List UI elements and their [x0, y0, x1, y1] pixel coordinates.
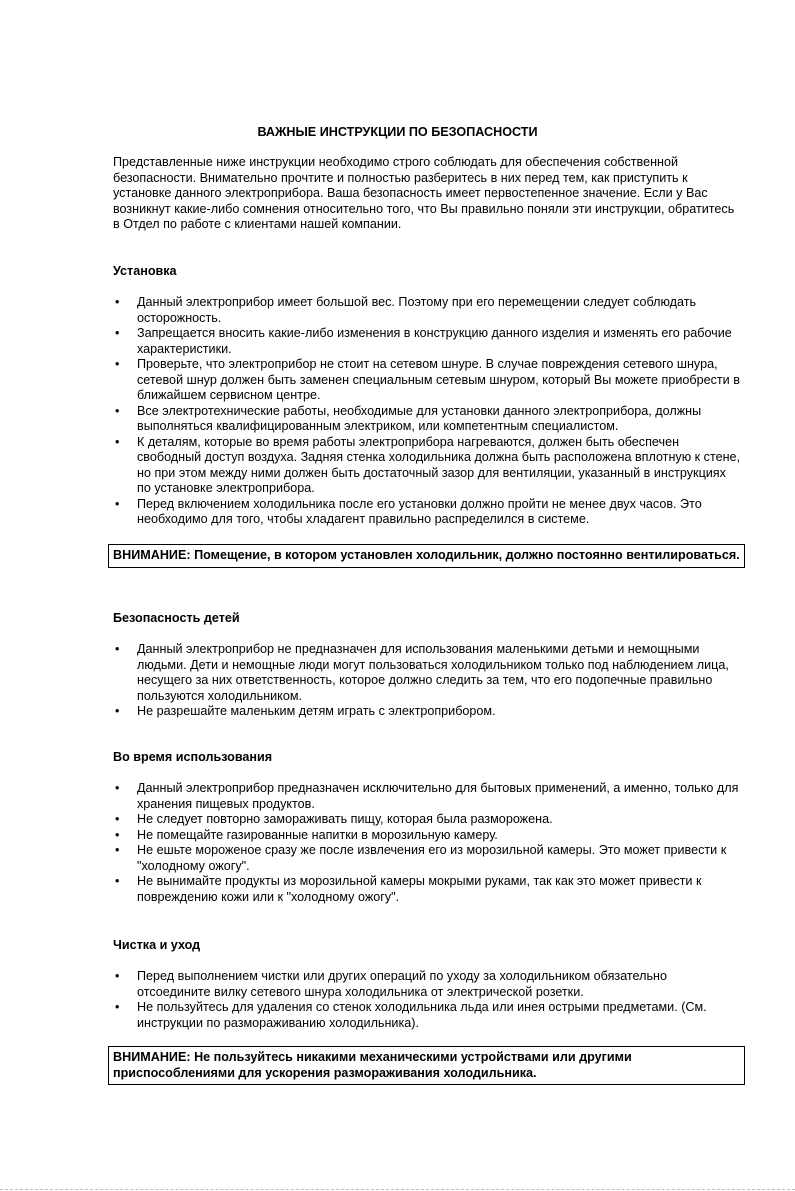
list-item: • Проверьте, что электроприбор не стоит на сетевом шнуре. В случае повреждения сетевого шнура, сетевой шнур должен быть заменен специальным сетевым шнуром, который Вы можете приобрести в ближайшем сервисном центре. — [113, 357, 743, 404]
list-item: • К деталям, которые во время работы электроприбора нагреваются, должен быть обеспечен свободный доступ воздуха. Задняя стенка холодильника должна быть расположена вплотную к стене, но при этом между ними должен быть достаточный зазор для вентиляции, указанный в инструкциях по установке электроприбора. — [113, 435, 743, 497]
warning-box-ventilation: ВНИМАНИЕ: Помещение, в котором установлен холодильник, должно постоянно вентилироваться. — [108, 544, 745, 568]
section-heading-during-use: Во время использования — [113, 750, 273, 764]
cleaning-list — [113, 969, 743, 1031]
list-item: • Не вынимайте продукты из морозильной камеры мокрыми руками, так как это может привести к повреждению кожи или к "холодному ожогу". — [113, 874, 743, 905]
list-item: • Перед включением холодильника после его установки должно пройти не менее двух часов. Это необходимо для того, чтобы хладагент правильно распределился в системе. — [113, 497, 743, 528]
page-title: ВАЖНЫЕ ИНСТРУКЦИИ ПО БЕЗОПАСНОСТИ — [257, 125, 538, 139]
list-item: • Не следует повторно замораживать пищу, которая была разморожена. — [113, 812, 743, 828]
list-item: • Не ешьте мороженое сразу же после извлечения его из морозильной камеры. Это может привести к "холодному ожогу". — [113, 843, 743, 874]
list-item: • Не разрешайте маленьким детям играть с электроприбором. — [113, 704, 743, 720]
list-item: • Все электротехнические работы, необходимые для установки данного электроприбора, должны выполняться квалифицированным электриком, или компетентным специалистом. — [113, 404, 743, 435]
page-bottom-divider — [0, 1189, 795, 1190]
intro-paragraph: Представленные ниже инструкции необходимо строго соблюдать для обеспечения собственной безопасности. Внимательно прочтите и полностью разберитесь в них перед тем, как приступить к установке данного электроприбора. Ваша безопасность имеет первостепенное значение. Если у Вас возникнут какие-либо сомнения относительно того, что Вы правильно поняли эти инструкции, обратитесь в Отдел по работе с клиентами нашей компании. — [113, 155, 735, 231]
list-item: • Данный электроприбор имеет большой вес. Поэтому при его перемещении следует соблюдать осторожность. — [113, 295, 743, 326]
child-safety-list — [113, 642, 743, 720]
installation-list — [113, 295, 743, 528]
list-item: • Не пользуйтесь для удаления со стенок холодильника льда или инея острыми предметами. (См. инструкции по размораживанию холодильника). — [113, 1000, 743, 1031]
list-item: • Запрещается вносить какие-либо изменения в конструкцию данного изделия и изменять его рабочие характеристики. — [113, 326, 743, 357]
list-item: • Данный электроприбор не предназначен для использования маленькими детьми и немощными людьми. Дети и немощные люди могут пользоваться холодильником только под наблюдением лица, несущего за них ответственность, которое должно следить за тем, что его подопечные правильно пользуются холодильником. — [113, 642, 743, 704]
section-heading-child-safety: Безопасность детей — [113, 611, 240, 625]
section-heading-installation: Установка — [113, 264, 177, 278]
list-item: • Не помещайте газированные напитки в морозильную камеру. — [113, 828, 743, 844]
section-heading-cleaning: Чистка и уход — [113, 938, 201, 952]
during-use-list — [113, 781, 743, 905]
warning-box-defrosting: ВНИМАНИЕ: Не пользуйтесь никакими механическими устройствами или другими приспособлениями для ускорения размораживания холодильника. — [108, 1046, 745, 1085]
list-item: • Данный электроприбор предназначен исключительно для бытовых применений, а именно, только для хранения пищевых продуктов. — [113, 781, 743, 812]
list-item: • Перед выполнением чистки или других операций по уходу за холодильником обязательно отсоедините вилку сетевого шнура холодильника от электрической розетки. — [113, 969, 743, 1000]
